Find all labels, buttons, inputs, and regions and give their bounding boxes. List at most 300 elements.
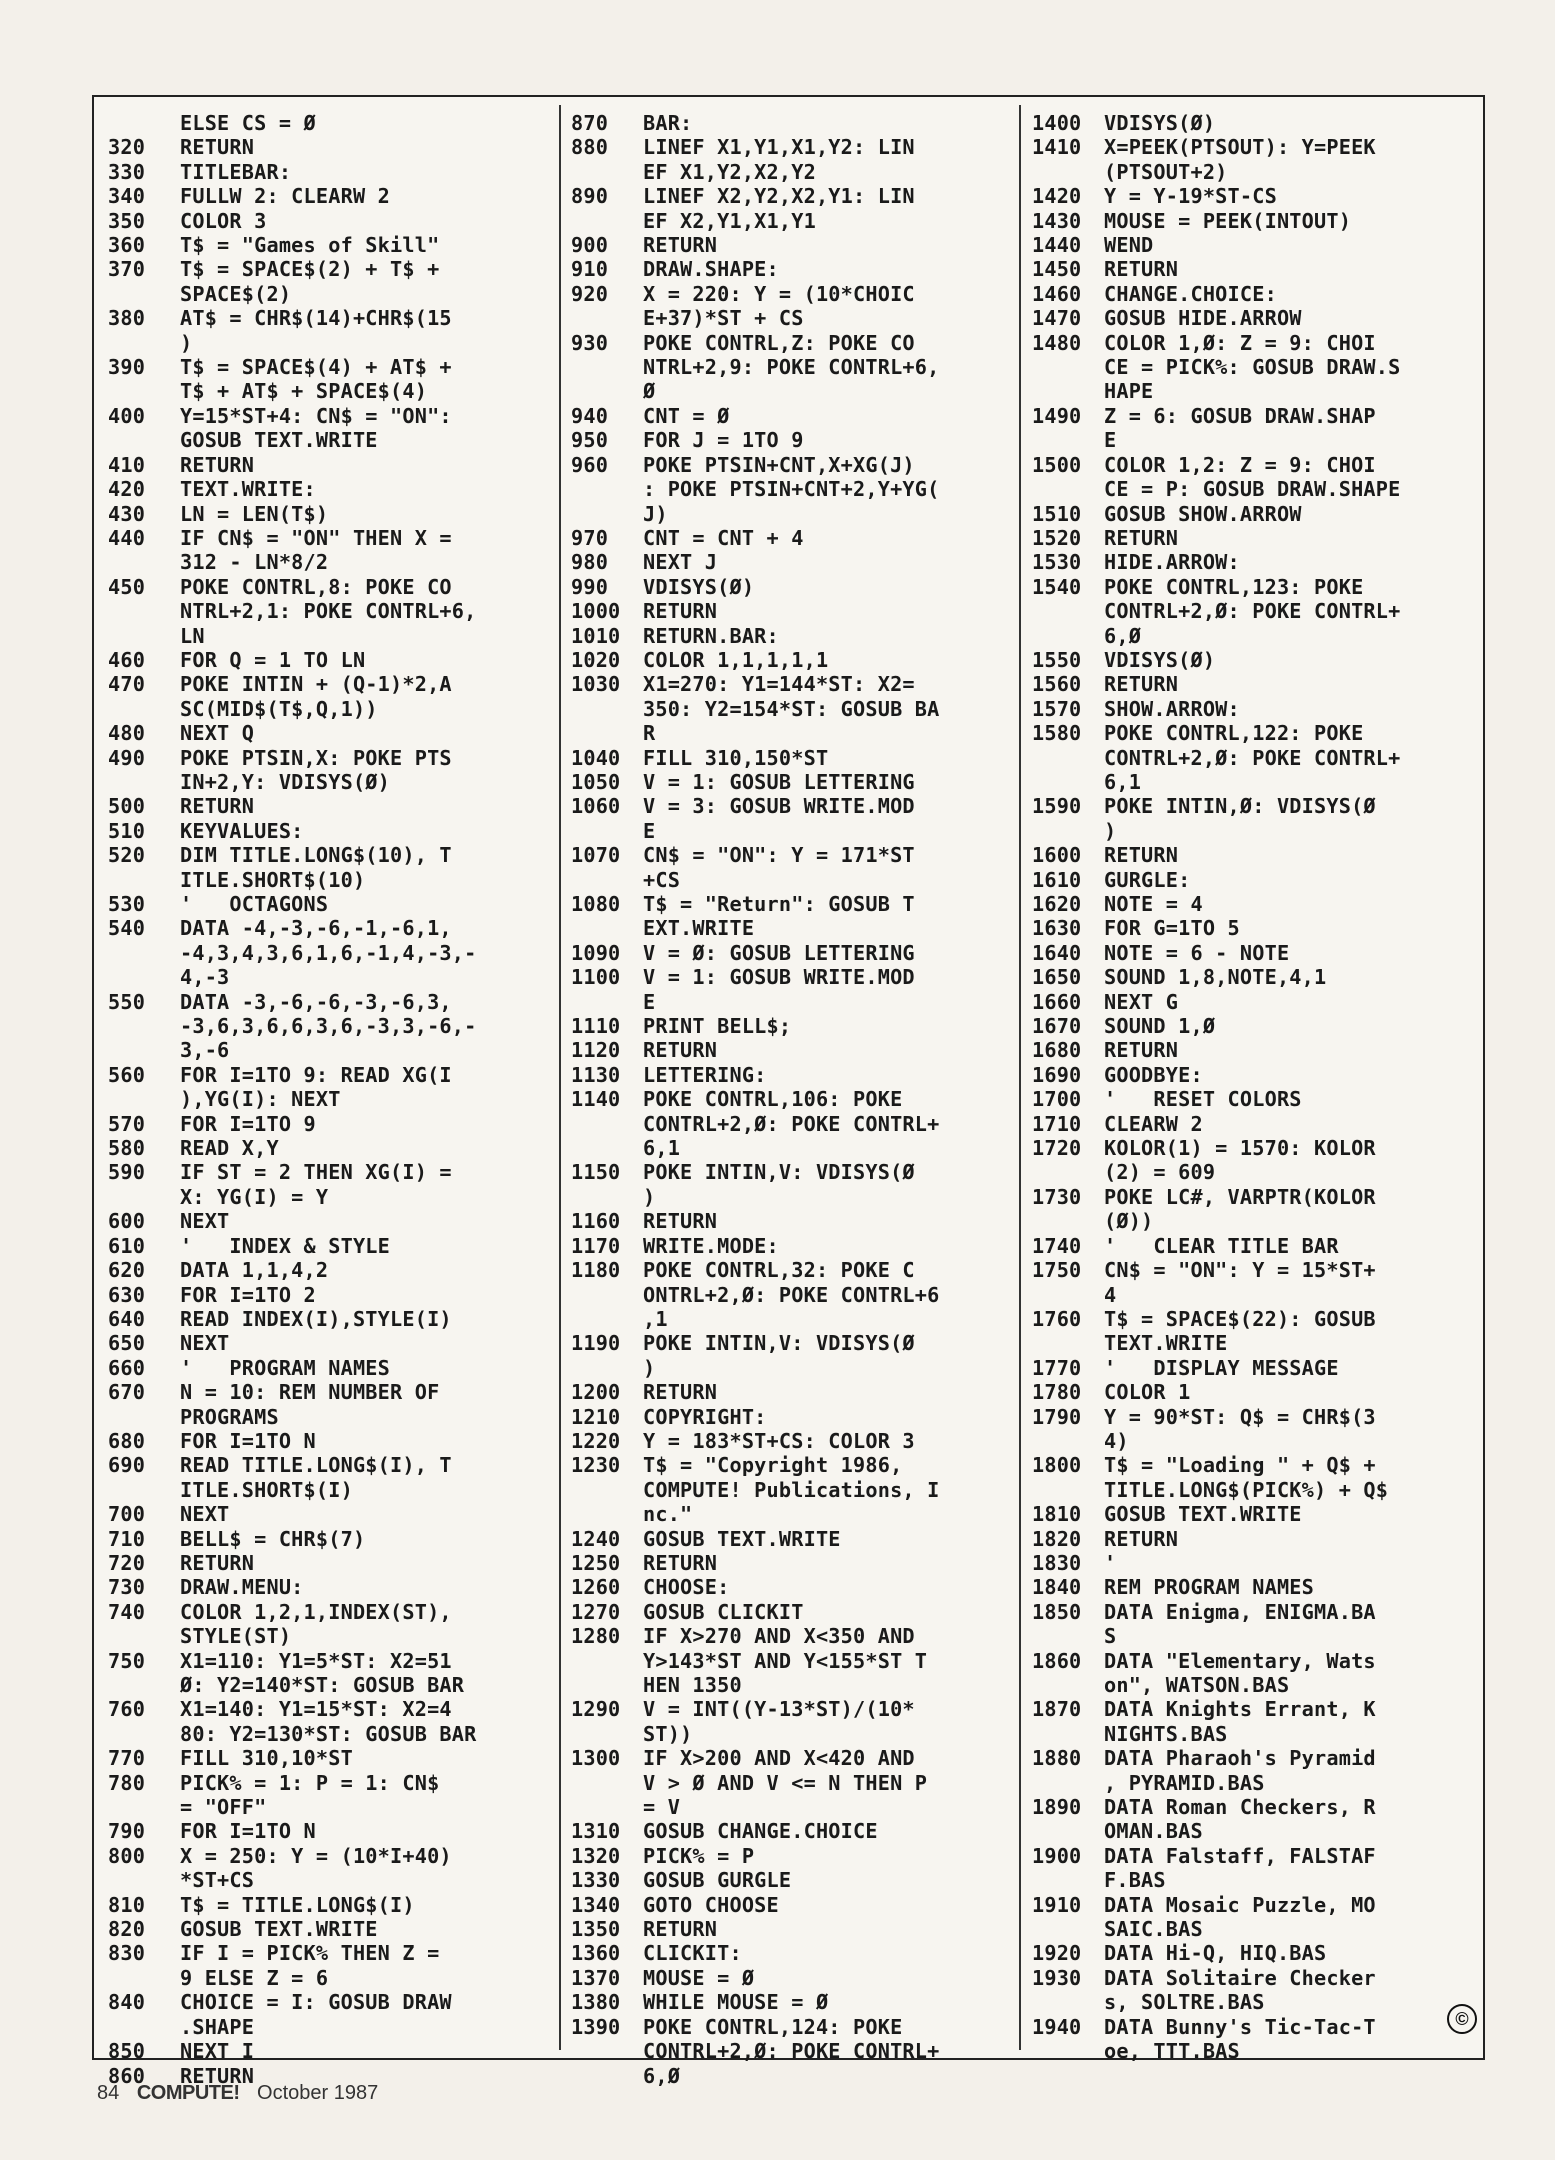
code-text: EF X1,Y2,X2,Y2 <box>643 159 816 184</box>
code-text: LINEF X1,Y1,X1,Y2: LIN <box>643 135 915 160</box>
code-line <box>1032 1722 1469 1746</box>
line-number: 1830 <box>1032 1550 1082 1575</box>
code-line <box>1032 477 1469 501</box>
code-text: WRITE.MODE: <box>643 1233 779 1258</box>
line-number: 940 <box>571 403 609 428</box>
line-number: 590 <box>108 1160 146 1185</box>
line-number: 1770 <box>1032 1355 1082 1380</box>
code-text: ) <box>643 1355 656 1380</box>
code-line <box>108 1307 545 1331</box>
line-number: 1680 <box>1032 1038 1082 1063</box>
code-line <box>1032 1771 1469 1795</box>
line-number: 1440 <box>1032 233 1082 258</box>
code-text: BELL$ = CHR$(7) <box>180 1526 366 1551</box>
line-number: 1320 <box>571 1843 621 1868</box>
code-text: E <box>1104 428 1117 453</box>
code-line <box>571 1405 1008 1429</box>
code-line <box>1032 1380 1469 1404</box>
code-text: CLEARW 2 <box>1104 1111 1203 1136</box>
code-text: .SHAPE <box>180 2014 255 2039</box>
code-text: NTRL+2,9: POKE CONTRL+6, <box>643 355 940 380</box>
code-line <box>571 1771 1008 1795</box>
code-text: 6,Ø <box>643 2063 681 2088</box>
code-text: RETURN <box>180 1550 255 1575</box>
code-line <box>1032 599 1469 623</box>
code-text: ' RESET COLORS <box>1104 1087 1302 1112</box>
code-text: FOR I=1TO N <box>180 1428 316 1453</box>
code-line <box>1032 1795 1469 1819</box>
line-number: 600 <box>108 1209 146 1234</box>
code-text: GURGLE: <box>1104 867 1191 892</box>
code-text: ) <box>180 330 193 355</box>
code-line <box>571 1551 1008 1575</box>
line-number <box>108 1722 180 1746</box>
line-number <box>571 1722 643 1746</box>
code-text: 4,-3 <box>180 965 230 990</box>
code-text: DIM TITLE.LONG$(10), T <box>180 843 452 868</box>
code-text: FULLW 2: CLEARW 2 <box>180 184 391 209</box>
line-number: 1610 <box>1032 867 1082 892</box>
code-text: , PYRAMID.BAS <box>1104 1770 1265 1795</box>
code-text: POKE INTIN,Ø: VDISYS(Ø <box>1104 794 1376 819</box>
line-number: 1400 <box>1032 111 1082 135</box>
code-text: ' PROGRAM NAMES <box>180 1355 391 1380</box>
code-text: POKE CONTRL,124: POKE <box>643 2014 903 2039</box>
line-number: 750 <box>108 1648 146 1673</box>
line-number <box>1032 2039 1104 2063</box>
code-text: 350: Y2=154*ST: GOSUB BA <box>643 696 940 721</box>
code-text: S <box>1104 1624 1117 1649</box>
column-divider <box>1019 105 1021 2050</box>
line-number <box>1032 1429 1104 1453</box>
code-line <box>1032 1209 1469 1233</box>
line-number <box>1032 428 1104 452</box>
code-line <box>108 819 545 843</box>
line-number: 580 <box>108 1136 146 1161</box>
code-line <box>571 624 1008 648</box>
code-line <box>571 306 1008 330</box>
code-line <box>1032 1575 1469 1599</box>
line-number <box>108 428 180 452</box>
line-number: 420 <box>108 477 146 502</box>
code-text: POKE CONTRL,106: POKE <box>643 1087 903 1112</box>
code-text: GOSUB TEXT.WRITE <box>180 1917 378 1942</box>
line-number: 1310 <box>571 1819 621 1844</box>
code-line <box>1032 1283 1469 1307</box>
line-number: 1690 <box>1032 1062 1082 1087</box>
code-line <box>108 379 545 403</box>
code-line <box>571 1038 1008 1062</box>
code-text: COLOR 1,Ø: Z = 9: CHOI <box>1104 330 1376 355</box>
line-number: 1080 <box>571 892 621 916</box>
line-number <box>1032 1673 1104 1697</box>
line-number: 1880 <box>1032 1746 1082 1771</box>
code-line <box>1032 770 1469 794</box>
code-text: RETURN <box>180 2063 255 2088</box>
code-text: RETURN <box>643 599 718 624</box>
code-text: IF ST = 2 THEN XG(I) = <box>180 1160 452 1185</box>
code-line <box>571 1649 1008 1673</box>
listing-column-1 <box>108 111 545 2088</box>
code-line <box>571 1893 1008 1917</box>
code-line <box>1032 1502 1469 1526</box>
line-number <box>108 624 180 648</box>
code-text: *ST+CS <box>180 1868 255 1893</box>
code-line <box>571 746 1008 770</box>
line-number: 1150 <box>571 1160 621 1185</box>
code-text: RETURN <box>1104 1038 1179 1063</box>
line-number <box>108 1038 180 1062</box>
line-number: 1220 <box>571 1428 621 1453</box>
code-text: T$ = SPACE$(2) + T$ + <box>180 257 440 282</box>
code-text: X: YG(I) = Y <box>180 1184 329 1209</box>
code-text: CHOICE = I: GOSUB DRAW <box>180 1990 452 2015</box>
line-number <box>108 550 180 574</box>
code-text: FOR I=1TO N <box>180 1819 316 1844</box>
code-line <box>1032 160 1469 184</box>
listing-frame <box>92 95 1485 2088</box>
line-number: 1800 <box>1032 1453 1082 1478</box>
line-number: 510 <box>108 818 146 843</box>
line-number: 1910 <box>1032 1892 1082 1917</box>
code-line <box>108 1087 545 1111</box>
code-text: CE = P: GOSUB DRAW.SHAPE <box>1104 477 1401 502</box>
code-line <box>571 770 1008 794</box>
code-line <box>571 453 1008 477</box>
code-text: 4) <box>1104 1428 1129 1453</box>
code-text: J) <box>643 501 668 526</box>
code-line <box>1032 135 1469 159</box>
code-text: STYLE(ST) <box>180 1624 292 1649</box>
code-text: SC(MID$(T$,Q,1)) <box>180 696 378 721</box>
code-text: HIDE.ARROW: <box>1104 550 1240 575</box>
code-text: GOSUB CLICKIT <box>643 1599 804 1624</box>
line-number: 1820 <box>1032 1526 1082 1551</box>
code-line <box>1032 1185 1469 1209</box>
code-line <box>571 892 1008 916</box>
code-text: ) <box>1104 818 1117 843</box>
line-number: 1270 <box>571 1599 621 1624</box>
line-number: 670 <box>108 1380 146 1405</box>
code-line <box>1032 1673 1469 1697</box>
code-line <box>571 209 1008 233</box>
line-number: 320 <box>108 135 146 160</box>
code-text: POKE CONTRL,122: POKE <box>1104 721 1364 746</box>
line-number: 1050 <box>571 769 621 794</box>
line-number: 920 <box>571 281 609 306</box>
code-line <box>571 1087 1008 1111</box>
code-text: on", WATSON.BAS <box>1104 1673 1290 1697</box>
line-number <box>571 306 643 330</box>
code-text: SPACE$(2) <box>180 281 292 306</box>
code-text: COLOR 3 <box>180 208 267 233</box>
line-number <box>108 1624 180 1648</box>
code-text: COLOR 1 <box>1104 1380 1191 1405</box>
code-text: POKE CONTRL,32: POKE C <box>643 1258 915 1283</box>
code-line <box>108 892 545 916</box>
line-number: 1230 <box>571 1453 621 1478</box>
line-number: 1550 <box>1032 647 1082 672</box>
line-number: 1580 <box>1032 721 1082 746</box>
code-text: COPYRIGHT: <box>643 1404 767 1429</box>
code-text: 6,1 <box>643 1136 681 1161</box>
line-number: 1410 <box>1032 135 1082 160</box>
code-text: Y>143*ST AND Y<155*ST T <box>643 1648 928 1673</box>
line-number <box>571 477 643 501</box>
line-number: 1070 <box>571 843 621 868</box>
code-text: SOUND 1,Ø <box>1104 1014 1216 1039</box>
line-number: 650 <box>108 1331 146 1356</box>
line-number: 1750 <box>1032 1258 1082 1283</box>
line-number: 730 <box>108 1575 146 1600</box>
code-text: VDISYS(Ø) <box>643 574 755 599</box>
code-text: READ TITLE.LONG$(I), T <box>180 1453 452 1478</box>
page-footer <box>97 2082 378 2105</box>
line-number: 390 <box>108 355 146 380</box>
line-number <box>1032 1478 1104 1502</box>
code-text: CONTRL+2,Ø: POKE CONTRL+ <box>643 2039 940 2064</box>
line-number: 890 <box>571 184 609 209</box>
line-number: 810 <box>108 1892 146 1917</box>
code-line <box>108 1917 545 1941</box>
code-text: -3,6,3,6,6,3,6,-3,3,-6,- <box>180 1014 477 1039</box>
line-number: 1500 <box>1032 452 1082 477</box>
code-text: TITLE.LONG$(PICK%) + Q$ <box>1104 1477 1389 1502</box>
code-text: GOSUB GURGLE <box>643 1868 792 1893</box>
line-number: 1630 <box>1032 916 1082 941</box>
code-text: E <box>643 818 656 843</box>
line-number: 330 <box>108 159 146 184</box>
line-number <box>571 1307 643 1331</box>
code-line <box>108 1136 545 1160</box>
code-text: RETURN <box>1104 525 1179 550</box>
code-text: Y = 90*ST: Q$ = CHR$(3 <box>1104 1404 1376 1429</box>
line-number: 450 <box>108 574 146 599</box>
code-text: CONTRL+2,Ø: POKE CONTRL+ <box>643 1111 940 1136</box>
line-number: 470 <box>108 672 146 697</box>
code-text: NTRL+2,1: POKE CONTRL+6, <box>180 599 477 624</box>
line-number <box>571 721 643 745</box>
code-text: POKE CONTRL,Z: POKE CO <box>643 330 915 355</box>
code-text: 9 ELSE Z = 6 <box>180 1965 329 1990</box>
line-number <box>1032 1283 1104 1307</box>
line-number: 1420 <box>1032 184 1082 209</box>
code-line <box>108 1819 545 1843</box>
code-text: T$ = TITLE.LONG$(I) <box>180 1892 415 1917</box>
code-text: POKE INTIN,V: VDISYS(Ø <box>643 1160 915 1185</box>
line-number <box>108 770 180 794</box>
line-number: 1250 <box>571 1550 621 1575</box>
line-number: 1570 <box>1032 696 1082 721</box>
line-number: 1480 <box>1032 330 1082 355</box>
code-text: CE = PICK%: GOSUB DRAW.S <box>1104 355 1401 380</box>
code-line <box>1032 648 1469 672</box>
code-line <box>571 1331 1008 1355</box>
line-number: 1450 <box>1032 257 1082 282</box>
line-number <box>1032 819 1104 843</box>
code-text: DATA -3,-6,-6,-3,-6,3, <box>180 989 452 1014</box>
code-text: COLOR 1,2,1,INDEX(ST), <box>180 1599 452 1624</box>
code-line <box>1032 2015 1469 2039</box>
line-number: 1810 <box>1032 1502 1082 1527</box>
line-number: 1710 <box>1032 1111 1082 1136</box>
code-text: (Ø)) <box>1104 1209 1154 1234</box>
code-line <box>1032 697 1469 721</box>
line-number: 740 <box>108 1599 146 1624</box>
code-line <box>1032 1893 1469 1917</box>
code-line <box>571 2015 1008 2039</box>
code-text: CNT = Ø <box>643 403 730 428</box>
code-line <box>108 916 545 940</box>
line-number: 430 <box>108 501 146 526</box>
code-text: HAPE <box>1104 379 1154 404</box>
line-number: 1930 <box>1032 1965 1082 1990</box>
code-line <box>571 355 1008 379</box>
line-number: 530 <box>108 892 146 916</box>
line-number: 1260 <box>571 1575 621 1600</box>
line-number: 520 <box>108 843 146 868</box>
code-line <box>1032 1429 1469 1453</box>
code-text: Ø <box>643 379 656 404</box>
code-line <box>1032 331 1469 355</box>
code-line <box>1032 916 1469 940</box>
code-line <box>571 1502 1008 1526</box>
code-text: 4 <box>1104 1282 1117 1307</box>
line-number: 1100 <box>571 965 621 990</box>
code-line <box>1032 1917 1469 1941</box>
line-number: 1200 <box>571 1380 621 1405</box>
line-number: 350 <box>108 208 146 233</box>
code-line <box>108 502 545 526</box>
code-line <box>1032 1990 1469 2014</box>
code-line <box>571 1014 1008 1038</box>
line-number: 610 <box>108 1233 146 1258</box>
line-number: 870 <box>571 111 609 135</box>
line-number: 690 <box>108 1453 146 1478</box>
code-line <box>108 1649 545 1673</box>
code-line <box>571 1868 1008 1892</box>
code-text: GOSUB TEXT.WRITE <box>180 428 378 453</box>
code-text: nc." <box>643 1502 693 1527</box>
line-number: 1060 <box>571 794 621 819</box>
code-text: 80: Y2=130*ST: GOSUB BAR <box>180 1721 477 1746</box>
code-line <box>108 2015 545 2039</box>
code-line <box>1032 502 1469 526</box>
line-number <box>571 1356 643 1380</box>
line-number <box>571 1185 643 1209</box>
line-number: 710 <box>108 1526 146 1551</box>
code-text: GOSUB HIDE.ARROW <box>1104 306 1302 331</box>
line-number <box>108 1673 180 1697</box>
code-line <box>1032 721 1469 745</box>
code-line <box>108 1600 545 1624</box>
code-text: EXT.WRITE <box>643 916 755 941</box>
code-line <box>571 1209 1008 1233</box>
code-line <box>108 1063 545 1087</box>
code-line <box>108 331 545 355</box>
code-text: -4,3,4,3,6,1,6,-1,4,-3,- <box>180 940 477 965</box>
line-number: 490 <box>108 745 146 770</box>
line-number: 500 <box>108 794 146 819</box>
code-text: PROGRAMS <box>180 1404 279 1429</box>
code-text: POKE INTIN,V: VDISYS(Ø <box>643 1331 915 1356</box>
code-line <box>1032 355 1469 379</box>
code-line <box>1032 575 1469 599</box>
code-text: RETURN <box>643 1209 718 1234</box>
line-number: 360 <box>108 233 146 258</box>
line-number <box>571 1795 643 1819</box>
line-number: 720 <box>108 1550 146 1575</box>
line-number: 380 <box>108 306 146 331</box>
line-number <box>1032 1868 1104 1892</box>
code-text: LINEF X2,Y2,X2,Y1: LIN <box>643 184 915 209</box>
code-text: RETURN <box>643 1380 718 1405</box>
line-number: 1600 <box>1032 843 1082 868</box>
line-number <box>571 2039 643 2063</box>
code-line <box>108 2039 545 2063</box>
code-text: DATA Roman Checkers, R <box>1104 1795 1376 1820</box>
line-number: 1740 <box>1032 1233 1082 1258</box>
code-text: RETURN <box>180 794 255 819</box>
line-number: 630 <box>108 1282 146 1307</box>
code-line <box>571 184 1008 208</box>
code-text: DATA Knights Errant, K <box>1104 1697 1376 1722</box>
line-number: 1510 <box>1032 501 1082 526</box>
code-line <box>108 453 545 477</box>
code-line <box>1032 1819 1469 1843</box>
code-text: V = 3: GOSUB WRITE.MOD <box>643 794 915 819</box>
code-line <box>1032 428 1469 452</box>
code-line <box>571 1697 1008 1721</box>
code-text: POKE PTSIN+CNT,X+XG(J) <box>643 452 915 477</box>
line-number <box>571 1649 643 1673</box>
code-text: T$ = "Loading " + Q$ + <box>1104 1453 1376 1478</box>
line-number: 1380 <box>571 1990 621 2015</box>
code-line <box>571 1136 1008 1160</box>
code-line <box>1032 233 1469 257</box>
line-number <box>1032 1771 1104 1795</box>
code-line <box>571 233 1008 257</box>
code-line <box>571 550 1008 574</box>
line-number: 560 <box>108 1062 146 1087</box>
code-line <box>108 1795 545 1819</box>
code-line <box>571 111 1008 135</box>
code-line <box>108 1551 545 1575</box>
code-text: CHOOSE: <box>643 1575 730 1600</box>
line-number: 370 <box>108 257 146 282</box>
code-line <box>571 843 1008 867</box>
line-number: 1850 <box>1032 1599 1082 1624</box>
code-text: RETURN <box>643 1550 718 1575</box>
code-line <box>108 1331 545 1355</box>
code-text: FOR I=1TO 2 <box>180 1282 316 1307</box>
code-line <box>108 355 545 379</box>
line-number: 1170 <box>571 1233 621 1258</box>
code-line <box>108 1624 545 1648</box>
line-number: 1670 <box>1032 1014 1082 1039</box>
code-line <box>108 1771 545 1795</box>
code-line <box>571 1722 1008 1746</box>
issue-date: October 1987 <box>257 2082 379 2104</box>
code-line <box>571 1258 1008 1282</box>
code-text: RETURN.BAR: <box>643 623 779 648</box>
code-line <box>1032 1087 1469 1111</box>
code-text: Y = Y-19*ST-CS <box>1104 184 1277 209</box>
code-text: X = 220: Y = (10*CHOIC <box>643 281 915 306</box>
code-line <box>571 1673 1008 1697</box>
code-line <box>571 526 1008 550</box>
code-text: = "OFF" <box>180 1795 267 1820</box>
